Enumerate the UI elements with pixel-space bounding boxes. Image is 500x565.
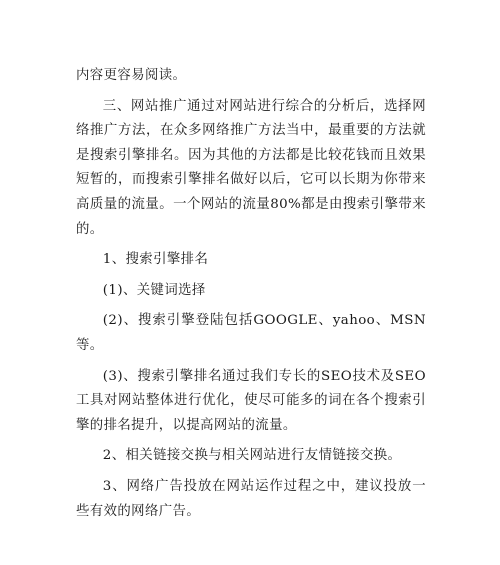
paragraph-subitem-1: (1)、关键词选择 bbox=[102, 282, 206, 298]
paragraph-item-1: 1、搜索引擎排名 bbox=[102, 252, 209, 268]
paragraph-subitem-2: (2)、搜索引擎登陆包括GOOGLE、yahoo、MSN等。 bbox=[76, 313, 426, 353]
document-body bbox=[76, 64, 426, 530]
paragraph-item-2: 2、相关链接交换与相关网站进行友情链接交换。 bbox=[102, 448, 402, 464]
paragraph-continuation: 内容更容易阅读。 bbox=[76, 68, 187, 83]
paragraph-section-three: 三、网站推广通过对网站进行综合的分析后，选择网络推广方法，在众多网络推广方法当中，最重要的方法就是搜索引擎排名。因为其他的方法都是比较花钱而且效果短暂的，而搜索引擎排名做好以后，它可以长期为你带来高质量的流量。一个网站的流量80%都是由搜索引擎带来的。 bbox=[76, 98, 426, 237]
paragraph-subitem-3: (3)、搜索引擎排名通过我们专长的SEO技术及SEO工具对网站整体进行优化，使尽可能多的词在各个搜索引擎的排名提升，以提高网站的流量。 bbox=[76, 368, 426, 433]
paragraph-item-3: 3、网络广告投放在网站运作过程之中，建议投放一些有效的网络广告。 bbox=[76, 478, 426, 519]
